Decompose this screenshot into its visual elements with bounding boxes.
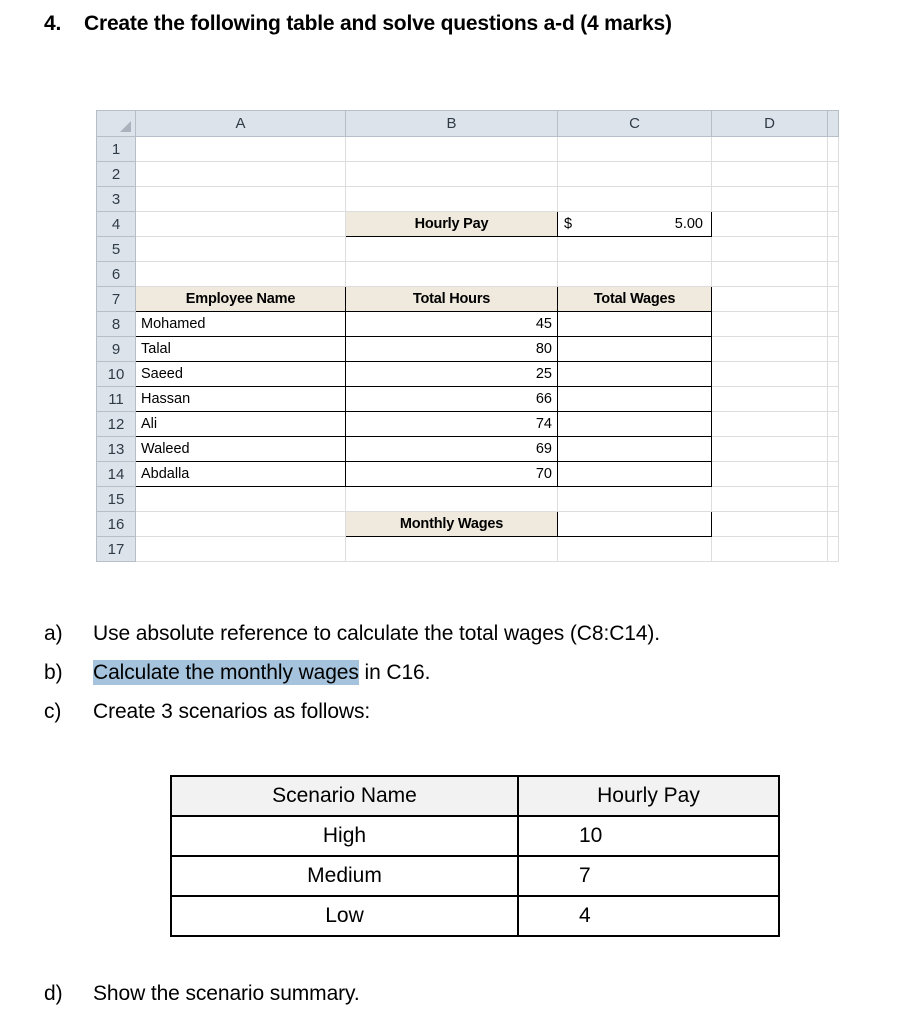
cell-c15[interactable] <box>558 487 712 512</box>
cell-d5[interactable] <box>712 237 828 262</box>
cell-a8-employee-name[interactable]: Mohamed <box>136 312 346 337</box>
sheet-row-16 <box>97 512 839 537</box>
cell-d9[interactable] <box>712 337 828 362</box>
row-header-11[interactable]: 11 <box>97 387 136 412</box>
cell-e6[interactable] <box>828 262 839 287</box>
cell-e17[interactable] <box>828 537 839 562</box>
row-header-16[interactable]: 16 <box>97 512 136 537</box>
cell-e2[interactable] <box>828 162 839 187</box>
table-row <box>97 412 839 437</box>
cell-a16[interactable] <box>136 512 346 537</box>
cell-e14[interactable] <box>828 462 839 487</box>
cell-b3[interactable] <box>346 187 558 212</box>
cell-b7-total-hours-header[interactable]: Total Hours <box>346 287 558 312</box>
row-header-8[interactable]: 8 <box>97 312 136 337</box>
sheet-row-4 <box>97 212 839 237</box>
cell-b14-total-hours[interactable]: 70 <box>346 462 558 487</box>
scenario-name-medium: Medium <box>171 856 518 896</box>
cell-b11-total-hours[interactable]: 66 <box>346 387 558 412</box>
cell-c12-total-wages[interactable] <box>558 412 712 437</box>
subquestion-b-label: b) <box>44 661 63 684</box>
cell-d16[interactable] <box>712 512 828 537</box>
page-title <box>44 12 672 36</box>
cell-a15[interactable] <box>136 487 346 512</box>
column-header-row <box>97 111 839 137</box>
question-number: 4. <box>44 12 62 35</box>
row-header-7[interactable]: 7 <box>97 287 136 312</box>
currency-symbol: $ <box>564 216 573 232</box>
cell-b2[interactable] <box>346 162 558 187</box>
cell-c16-monthly-wages-value[interactable] <box>558 512 712 537</box>
cell-d7[interactable] <box>712 287 828 312</box>
column-header-c[interactable]: C <box>558 111 712 137</box>
cell-e11[interactable] <box>828 387 839 412</box>
cell-d8[interactable] <box>712 312 828 337</box>
cell-a3[interactable] <box>136 187 346 212</box>
sheet-row-17 <box>97 537 839 562</box>
cell-d13[interactable] <box>712 437 828 462</box>
sheet-row-6 <box>97 262 839 287</box>
cell-a17[interactable] <box>136 537 346 562</box>
table-row <box>97 387 839 412</box>
row-header-15[interactable]: 15 <box>97 487 136 512</box>
scenario-name-high: High <box>171 816 518 856</box>
cell-c6[interactable] <box>558 262 712 287</box>
cell-e9[interactable] <box>828 337 839 362</box>
cell-e3[interactable] <box>828 187 839 212</box>
cell-a14-employee-name[interactable]: Abdalla <box>136 462 346 487</box>
spreadsheet-grid[interactable] <box>96 110 839 562</box>
column-header-b[interactable]: B <box>346 111 558 137</box>
cell-b16-monthly-wages-label[interactable]: Monthly Wages <box>346 512 558 537</box>
subquestion-a-label: a) <box>44 622 63 645</box>
cell-c2[interactable] <box>558 162 712 187</box>
cell-a1[interactable] <box>136 137 346 162</box>
cell-c14-total-wages[interactable] <box>558 462 712 487</box>
cell-e13[interactable] <box>828 437 839 462</box>
row-header-3[interactable]: 3 <box>97 187 136 212</box>
table-row <box>171 816 779 856</box>
sheet-row-5 <box>97 237 839 262</box>
cell-c9-total-wages[interactable] <box>558 337 712 362</box>
scenario-pay-high: 10 <box>518 816 779 856</box>
scenario-pay-medium: 7 <box>518 856 779 896</box>
subquestion-b-rest-text: in C16. <box>358 661 431 684</box>
cell-e12[interactable] <box>828 412 839 437</box>
question-title-text: Create the following table and solve questions a-d (4 marks) <box>84 12 672 35</box>
row-header-6[interactable]: 6 <box>97 262 136 287</box>
cell-c7-total-wages-header[interactable]: Total Wages <box>558 287 712 312</box>
subquestion-d-label: d) <box>44 982 63 1005</box>
row-header-12[interactable]: 12 <box>97 412 136 437</box>
table-row <box>97 337 839 362</box>
cell-b1[interactable] <box>346 137 558 162</box>
cell-a10-employee-name[interactable]: Saeed <box>136 362 346 387</box>
cell-b8-total-hours[interactable]: 45 <box>346 312 558 337</box>
subquestion-b <box>44 661 430 685</box>
cell-c4-hourly-pay-value[interactable] <box>558 212 712 237</box>
column-header-a[interactable]: A <box>136 111 346 137</box>
cell-d10[interactable] <box>712 362 828 387</box>
cell-d15[interactable] <box>712 487 828 512</box>
sheet-row-3 <box>97 187 839 212</box>
cell-a4[interactable] <box>136 212 346 237</box>
cell-d1[interactable] <box>712 137 828 162</box>
cell-b12-total-hours[interactable]: 74 <box>346 412 558 437</box>
table-row <box>171 856 779 896</box>
column-header-d[interactable]: D <box>712 111 828 137</box>
hourly-pay-header: Hourly Pay <box>518 776 779 816</box>
cell-a13-employee-name[interactable]: Waleed <box>136 437 346 462</box>
subquestion-c-text: Create 3 scenarios as follows: <box>93 700 371 723</box>
sheet-row-7 <box>97 287 839 312</box>
subquestion-a-text: Use absolute reference to calculate the total wages (C8:C14). <box>93 622 661 645</box>
cell-b6[interactable] <box>346 262 558 287</box>
cell-c10-total-wages[interactable] <box>558 362 712 387</box>
row-header-13[interactable]: 13 <box>97 437 136 462</box>
table-row <box>97 362 839 387</box>
cell-b13-total-hours[interactable]: 69 <box>346 437 558 462</box>
row-header-10[interactable]: 10 <box>97 362 136 387</box>
column-header-overflow <box>828 111 839 137</box>
cell-a2[interactable] <box>136 162 346 187</box>
subquestion-d <box>44 982 360 1006</box>
subquestion-a <box>44 622 660 646</box>
cell-e1[interactable] <box>828 137 839 162</box>
cell-b9-total-hours[interactable]: 80 <box>346 337 558 362</box>
cell-d12[interactable] <box>712 412 828 437</box>
cell-a5[interactable] <box>136 237 346 262</box>
row-header-1[interactable]: 1 <box>97 137 136 162</box>
cell-d2[interactable] <box>712 162 828 187</box>
scenario-pay-low: 4 <box>518 896 779 936</box>
cell-b10-total-hours[interactable]: 25 <box>346 362 558 387</box>
select-all-corner[interactable] <box>97 111 136 137</box>
select-all-triangle-icon <box>120 121 131 132</box>
cell-a12-employee-name[interactable]: Ali <box>136 412 346 437</box>
cell-c1[interactable] <box>558 137 712 162</box>
cell-c11-total-wages[interactable] <box>558 387 712 412</box>
row-header-4[interactable]: 4 <box>97 212 136 237</box>
cell-b4-hourly-pay-label[interactable]: Hourly Pay <box>346 212 558 237</box>
sheet-row-1 <box>97 137 839 162</box>
cell-c13-total-wages[interactable] <box>558 437 712 462</box>
cell-b5[interactable] <box>346 237 558 262</box>
row-header-17[interactable]: 17 <box>97 537 136 562</box>
cell-b17[interactable] <box>346 537 558 562</box>
cell-b15[interactable] <box>346 487 558 512</box>
cell-d17[interactable] <box>712 537 828 562</box>
cell-e4[interactable] <box>828 212 839 237</box>
subquestion-c <box>44 700 370 724</box>
cell-a9-employee-name[interactable]: Talal <box>136 337 346 362</box>
cell-d6[interactable] <box>712 262 828 287</box>
table-row <box>171 896 779 936</box>
cell-c17[interactable] <box>558 537 712 562</box>
cell-a7-employee-name-header[interactable]: Employee Name <box>136 287 346 312</box>
currency-amount: 5.00 <box>674 216 703 232</box>
cell-a6[interactable] <box>136 262 346 287</box>
cell-e16[interactable] <box>828 512 839 537</box>
cell-e5[interactable] <box>828 237 839 262</box>
cell-e8[interactable] <box>828 312 839 337</box>
cell-d4[interactable] <box>712 212 828 237</box>
table-row <box>97 312 839 337</box>
subquestion-d-text: Show the scenario summary. <box>93 982 360 1005</box>
cell-d14[interactable] <box>712 462 828 487</box>
scenario-table-header-row <box>171 776 779 816</box>
cell-e7[interactable] <box>828 287 839 312</box>
sheet-row-2 <box>97 162 839 187</box>
cell-d11[interactable] <box>712 387 828 412</box>
cell-d3[interactable] <box>712 187 828 212</box>
table-row <box>97 437 839 462</box>
cell-e15[interactable] <box>828 487 839 512</box>
cell-c3[interactable] <box>558 187 712 212</box>
subquestion-c-label: c) <box>44 700 62 723</box>
scenario-name-low: Low <box>171 896 518 936</box>
row-header-2[interactable]: 2 <box>97 162 136 187</box>
table-row <box>97 462 839 487</box>
cell-c8-total-wages[interactable] <box>558 312 712 337</box>
cell-c5[interactable] <box>558 237 712 262</box>
scenario-table <box>170 775 780 937</box>
subquestion-b-highlighted-text: Calculate the monthly wages <box>93 661 359 684</box>
cell-a11-employee-name[interactable]: Hassan <box>136 387 346 412</box>
scenario-name-header: Scenario Name <box>171 776 518 816</box>
cell-e10[interactable] <box>828 362 839 387</box>
row-header-5[interactable]: 5 <box>97 237 136 262</box>
sheet-row-15 <box>97 487 839 512</box>
row-header-14[interactable]: 14 <box>97 462 136 487</box>
row-header-9[interactable]: 9 <box>97 337 136 362</box>
